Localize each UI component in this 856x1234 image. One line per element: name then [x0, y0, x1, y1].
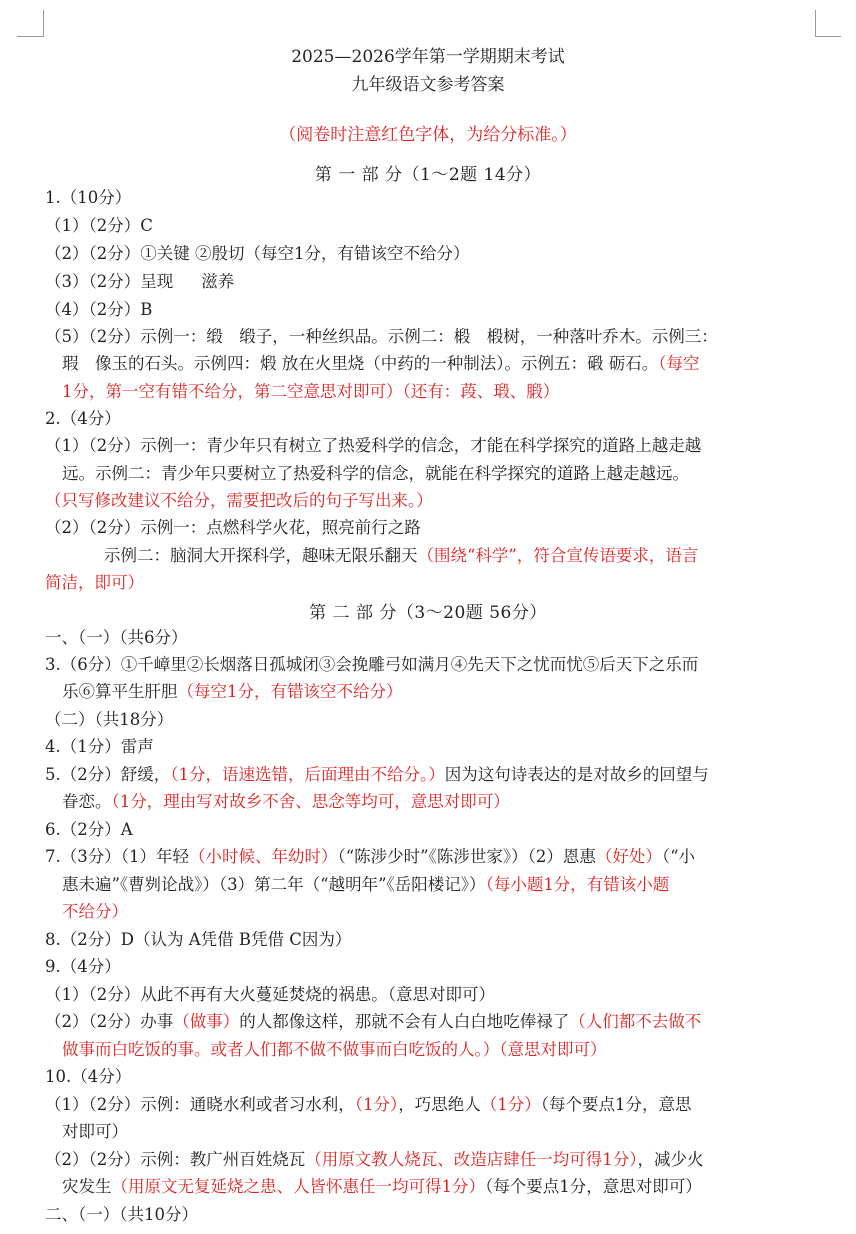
answer-line: 对即可） — [62, 1122, 128, 1141]
answer-line: 乐⑥算平生肝胆（每空1分，有错该空不给分） — [62, 682, 403, 701]
answer-line: （3）（2分）呈现 滋养 — [45, 272, 235, 291]
answer-line: （1）（2分）示例：通晓水利或者习水利，（1分），巧思绝人（1分）（每个要点1分，意思 — [45, 1095, 692, 1114]
exam-subtitle: 九年级语文参考答案 — [351, 75, 505, 95]
answer-line: 5.（2分）舒缓，（1分，语速选错，后面理由不给分。）因为这句诗表达的是对故乡的回望与 — [45, 765, 709, 784]
answer-line: （5）（2分）示例一：缎 缎子，一种丝织品。示例二：椴 椴树，一种落叶乔木。示例三： — [45, 327, 718, 346]
answer-line: 1.（10分） — [45, 188, 132, 207]
section-part-two: 第 二 部 分（3～20题 56分） — [309, 603, 547, 623]
section-part-one: 第 一 部 分（1～2题 14分） — [314, 165, 542, 185]
answer-line: （二）（共18分） — [45, 710, 174, 729]
answer-line: 惠未遍”《曹刿论战》）（3）第二年（“越明年”《岳阳楼记》）（每小题1分，有错该小题 — [62, 875, 670, 894]
scoring-rule: 做事而白吃饭的事。或者人们都不做不做事而白吃饭的人。）（意思对即可） — [62, 1040, 607, 1059]
answer-line: （1）（2分）C — [45, 216, 153, 235]
answer-line: 示例二：脑洞大开探科学，趣味无限乐翻天（围绕“科学”，符合宣传语要求，语言 — [104, 546, 699, 565]
answer-line: 3.（6分）①千嶂里②长烟落日孤城闭③会挽雕弓如满月④先天下之忧而忧⑤后天下之乐而 — [45, 655, 699, 674]
crop-mark-top-right-h — [815, 36, 841, 37]
answer-line: 2.（4分） — [45, 409, 121, 428]
scoring-rule: （只写修改建议不给分，需要把改后的句子写出来。） — [45, 491, 433, 510]
crop-mark-top-left-h — [17, 36, 43, 37]
answer-line: 4.（1分）雷声 — [45, 737, 154, 756]
scoring-rule: 1分，第一空有错不给分，第二空意思对即可）（还有：葮、瑖、腶） — [62, 382, 560, 401]
answer-line: 灾发生（用原文无复延烧之患、人皆怀惠任一均可得1分）（每个要点1分，意思对即可） — [62, 1177, 702, 1196]
answer-line: 一、（一）（共6分） — [45, 628, 188, 647]
answer-line: 9.（4分） — [45, 957, 121, 976]
answer-line: （2）（2分）①关键 ②殷切（每空1分，有错该空不给分） — [45, 244, 470, 263]
answer-line: （2）（2分）示例一：点燃科学火花，照亮前行之路 — [45, 518, 421, 537]
answer-line: （4）（2分）B — [45, 300, 153, 319]
crop-mark-top-right-v — [815, 10, 816, 37]
answer-line: 远。示例二：青少年只要树立了热爱科学的信念，就能在科学探究的道路上越走越远。 — [62, 464, 689, 483]
answer-line: （1）（2分）从此不再有大火蔓延焚烧的祸患。（意思对即可） — [45, 985, 495, 1004]
answer-line: 眷恋。（1分，理由写对故乡不舍、思念等均可，意思对即可） — [62, 792, 510, 811]
answer-line: 10.（4分） — [45, 1067, 132, 1086]
crop-mark-top-left-v — [43, 10, 44, 37]
scoring-rule: 简洁，即可） — [45, 573, 144, 592]
answer-line: 瑕 像玉的石头。示例四：煅 放在火里烧（中药的一种制法）。示例五：碫 砺石。（每空 — [62, 354, 700, 373]
answer-line: 二、（一）（共10分） — [45, 1205, 198, 1224]
answer-line: （1）（2分）示例一：青少年只有树立了热爱科学的信念，才能在科学探究的道路上越走越 — [45, 436, 702, 455]
answer-line: 8.（2分）D（认为 A凭借 B凭借 C因为） — [45, 930, 352, 949]
answer-line: （2）（2分）办事（做事）的人都像这样，那就不会有人白白地吃俸禄了（人们都不去做不 — [45, 1012, 702, 1031]
grading-note: （阅卷时注意红色字体，为给分标准。） — [279, 125, 577, 145]
exam-title: 2025—2026学年第一学期期末考试 — [291, 47, 565, 67]
answer-line: 7.（3分）（1）年轻（小时候、年幼时）（“陈涉少时”《陈涉世家》）（2）恩惠（好处）（“小 — [45, 847, 696, 866]
answer-line: 6.（2分）A — [45, 820, 133, 839]
scoring-rule: 不给分） — [62, 902, 128, 921]
answer-line: （2）（2分）示例：教广州百姓烧瓦（用原文教人烧瓦、改造店肆任一均可得1分），减少火 — [45, 1150, 704, 1169]
